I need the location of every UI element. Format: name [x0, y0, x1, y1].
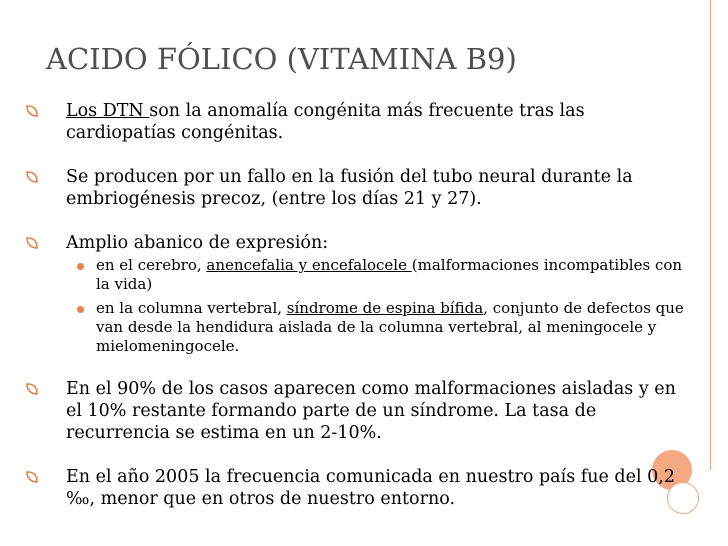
hollow-curved-bullet-icon — [25, 236, 39, 250]
bullet-item-text: Amplio abanico de expresión: — [66, 233, 329, 253]
bullet-item-expresion — [21, 232, 693, 356]
sub-bullet-item-columna: en la columna vertebral, síndrome de espina bífida, conjunto de defectos que van desde la hendidura aislada de la columna vertebral, al meningocele y mielomeningocele. — [66, 299, 693, 356]
bullet-item-fusion — [21, 166, 693, 210]
hollow-curved-bullet-icon — [25, 382, 39, 396]
espina-bifida-link[interactable]: síndrome de espina bífida — [286, 299, 484, 317]
sub-bullet-item-cerebro: en el cerebro, anencefalia y encefalocele (malformaciones incompatibles con la vida) — [66, 256, 693, 294]
anencefalia-link[interactable]: anencefalia y encefalocele — [206, 256, 412, 274]
bullet-item-text: En el 90% de los casos aparecen como malformaciones aisladas y en el 10% restante formando parte de un síndrome. La tasa de recurrencia se estima en un 2-10%. — [66, 379, 676, 443]
hollow-curved-bullet-icon — [25, 104, 39, 118]
slide-body — [21, 100, 693, 532]
dot-bullet-icon — [77, 263, 84, 270]
slide-title: ACIDO FÓLICO (VITAMINA B9) — [46, 42, 517, 76]
hollow-curved-bullet-icon — [25, 170, 39, 184]
sub-bullet-list — [66, 256, 693, 356]
bullet-item-text: Los DTN son la anomalía congénita más frecuente tras las cardiopatías congénitas. — [66, 101, 585, 143]
hollow-curved-bullet-icon — [25, 470, 39, 484]
bullet-item-frecuencia — [21, 466, 693, 510]
bullet-item-text: En el año 2005 la frecuencia comunicada en nuestro país fue del 0,2 ‰, menor que en otros de nuestro entorno. — [66, 467, 675, 509]
dot-bullet-icon — [77, 306, 84, 313]
decorative-rail-line — [710, 0, 711, 470]
dtn-term-link[interactable]: Los DTN — [66, 101, 150, 121]
bullet-item-casos — [21, 378, 693, 444]
bullet-item-text: Se producen por un fallo en la fusión del tubo neural durante la embriogénesis precoz, (entre los días 21 y 27). — [66, 167, 633, 209]
bullet-item-dtn — [21, 100, 693, 144]
